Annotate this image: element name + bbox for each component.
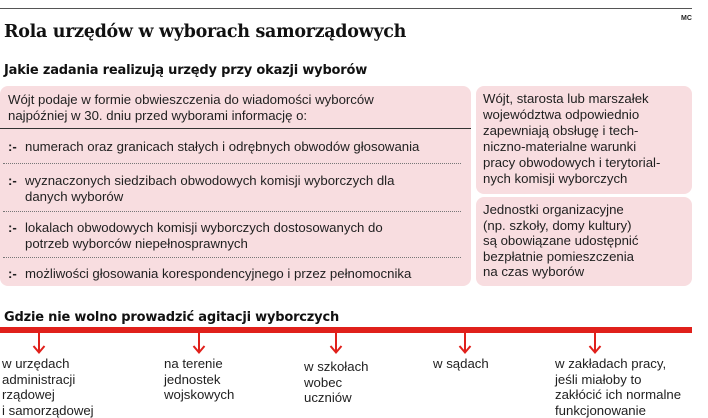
source-badge: MC: [681, 15, 692, 22]
units-line: bezpłatnie pomieszczenia: [483, 248, 635, 264]
units-line: (np. szkoły, domy kultury): [483, 217, 632, 233]
bullet-icon: :-: [8, 266, 17, 281]
agitation-place-line: uczniów: [304, 390, 352, 405]
bullet-icon: :-: [8, 139, 17, 154]
agitation-place-line: wobec: [304, 374, 343, 390]
list-item-line-2: danych wyborów: [25, 189, 124, 204]
agitation-place-line: w zakładach pracy,: [555, 356, 667, 371]
down-arrow-icon: [32, 333, 46, 355]
bullet-icon: :-: [8, 173, 17, 188]
agitation-place-line: w szkołach: [304, 359, 369, 374]
officials-line: nych komisji wyborczych: [483, 171, 628, 186]
officials-line: niczno-materialne warunki: [483, 139, 637, 154]
officials-line: Wójt, starosta lub marszałek: [483, 91, 649, 106]
tasks-intro-line-2: najpóźniej w 30. dniu przed wyborami informację o:: [8, 108, 308, 123]
list-item: [8, 173, 463, 205]
item-separator: [3, 257, 461, 258]
officials-line: województwa odpowiednio: [483, 107, 640, 122]
agitation-place: [433, 356, 489, 372]
tasks-divider: [0, 128, 471, 129]
units-line: Jednostki organizacyjne: [483, 202, 624, 217]
officials-text: [483, 91, 660, 187]
section-heading-tasks: Jakie zadania realizują urzędy przy okazji wyborów: [4, 63, 368, 78]
agitation-place-line: jeśli miałoby to: [555, 371, 642, 387]
tasks-intro: [8, 92, 374, 124]
units-line: są obowiązane udostępnić: [483, 233, 639, 248]
down-arrow-icon: [329, 333, 343, 355]
agitation-place: [304, 359, 369, 406]
list-item-line-1: numerach oraz granicach stałych i odrębnych obwodów głosowania: [25, 139, 420, 154]
tasks-intro-line-1: Wójt podaje w formie obwieszczenia do wiadomości wyborców: [8, 92, 374, 107]
agitation-place-line: rządowej: [2, 387, 55, 402]
agitation-place-line: zakłócić ich normalne: [555, 387, 682, 402]
agitation-place-line: i samorządowej: [2, 402, 94, 418]
down-arrow-icon: [458, 333, 472, 355]
agitation-place-line: wojskowych: [164, 387, 235, 402]
agitation-place-line: w sądach: [433, 356, 489, 371]
list-item: [8, 139, 463, 155]
down-arrow-icon: [588, 333, 602, 355]
down-arrow-icon: [192, 333, 206, 355]
section-heading-agitation: Gdzie nie wolno prowadzić agitacji wyborczych: [4, 310, 339, 325]
list-item-line-1: lokalach obwodowych komisji wyborczych dostosowanych do: [25, 220, 383, 235]
agitation-place: [164, 356, 234, 403]
agitation-place-line: administracji: [2, 371, 76, 387]
agitation-place-line: na terenie: [164, 356, 223, 371]
officials-line: zapewniają obsługę i tech-: [483, 123, 639, 138]
top-rule: [0, 8, 692, 9]
list-item-line-1: wyznaczonych siedzibach obwodowych komisji wyborczych dla: [25, 173, 395, 188]
agitation-place-line: jednostek: [164, 371, 221, 387]
officials-line: pracy obwodowych i terytorial-: [483, 155, 661, 170]
list-item: [8, 220, 463, 252]
item-separator: [3, 211, 461, 212]
agitation-place-line: funkcjonowanie: [555, 402, 646, 418]
agitation-place-line: w urzędach: [2, 356, 70, 371]
units-text: [483, 202, 638, 280]
agitation-place: [555, 356, 681, 418]
list-item-line-2: potrzeb wyborców niepełnosprawnych: [25, 236, 248, 251]
bullet-icon: :-: [8, 220, 17, 235]
units-line: na czas wyborów: [483, 264, 585, 279]
agitation-place: [2, 356, 94, 418]
page-title: Rola urzędów w wyborach samorządowych: [4, 22, 407, 42]
list-item: [8, 266, 463, 282]
item-separator: [3, 163, 461, 164]
list-item-line-1: możliwości głosowania korespondencyjnego i przez pełnomocnika: [25, 266, 412, 281]
